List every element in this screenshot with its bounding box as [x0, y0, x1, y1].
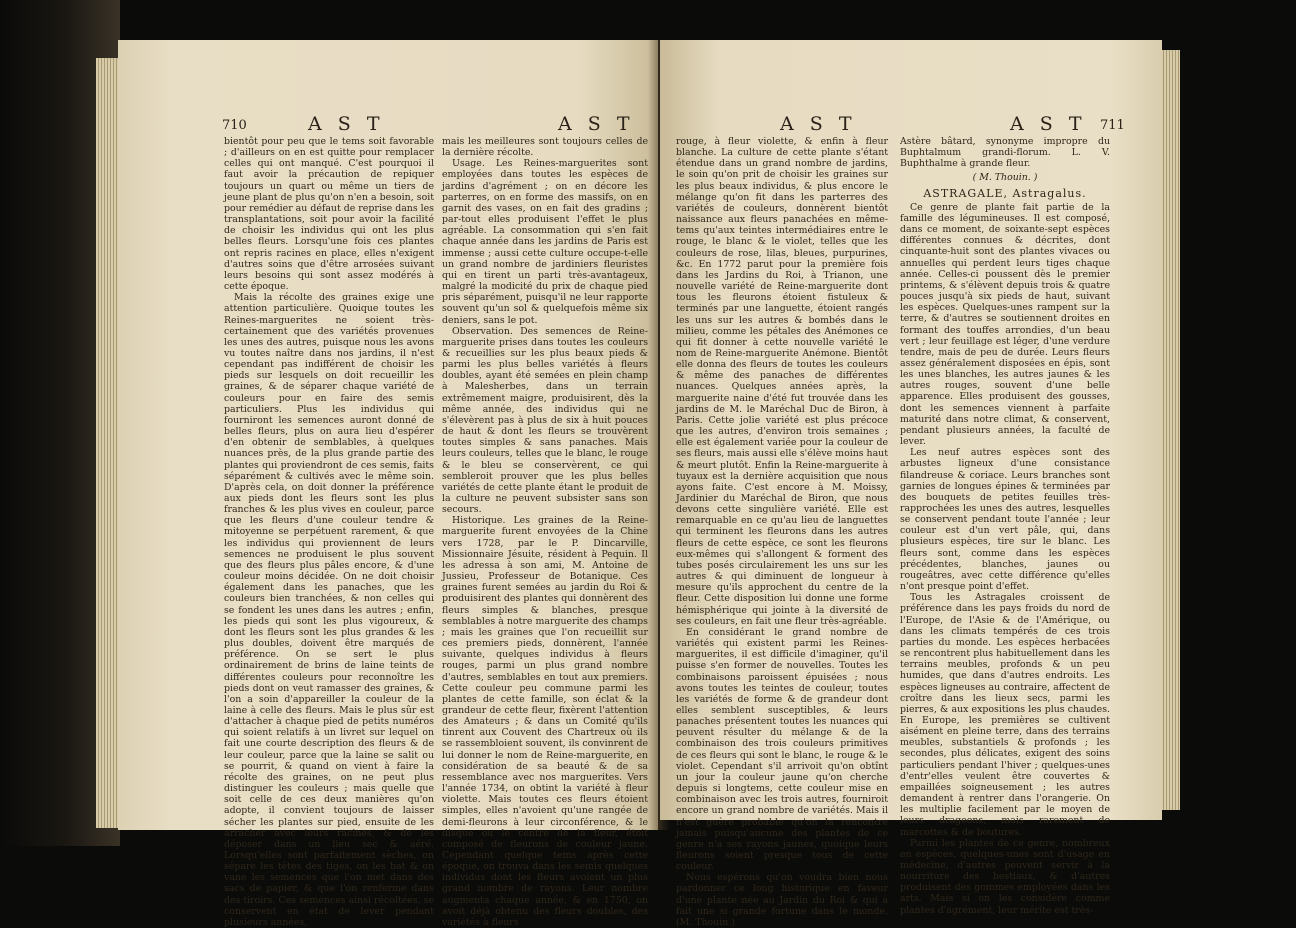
- paragraph: En considérant le grand nombre de variétés qui existent parmi les Reines-marguerites, il est difficile d'imaginer, qu'il puisse s'en former de nouvelles. Toutes les combinaisons paroissent épuisées ; nous avons toutes les teintes de couleur, toutes les variétés de forme & de grandeur dont elles semblent susceptibles, & leurs panaches présentent toutes les nuances qui peuvent résulter du mélange & de la combinaison des trois couleurs primitives de ces fleurs qui sont le blanc, le rouge & le violet. Cependant s'il arrivoit qu'on obtînt un jour la couleur jaune qu'on cherche depuis si longtems, cette couleur mise en combinaison avec les trois autres, fourniroit encore un grand nombre de variétés. Mais il n'est guère probable qu'on la rencontre jamais puisqu'aucune des plantes de ce genre n'a ses rayons jaunes, quoique leurs fleurons soient presque tous de cette couleur.: [676, 626, 888, 873]
- right-column-1: [676, 136, 888, 928]
- paragraph: Usage. Les Reines-marguerites sont employées dans toutes les espèces de jardins d'agrément ; on en décore les parterres, on en forme des massifs, on en garnit des vases, on en fait des gradins ; par-tout elles produisent l'effet le plus agréable. La consommation qui s'en fait chaque année dans les jardins de Paris est immense ; aussi cette culture occupe-t-elle un grand nombre de jardiniers fleuristes qui en tirent un parti très-avantageux, malgré la modicité du prix de chaque pied pris séparément, puisqu'il ne leur rapporte souvent qu'un sol & quelquefois même six deniers, sans le pot.: [442, 158, 648, 326]
- left-page: [118, 40, 658, 928]
- running-header-left-2: A S T: [558, 113, 635, 135]
- paragraph: Nous espérons qu'on voudra bien nous pardonner ce long historique en faveur d'une plante née au Jardin du Roi & qui a fait une si grande fortune dans le monde. (M. Thouin.): [676, 872, 888, 928]
- paragraph: Ce genre de plante fait partie de la famille des légumineuses. Il est composé, dans ce moment, de soixante-sept espèces différentes connues & décrites, dont cinquante-huit sont des plantes vivaces ou annuelles qui perdent leurs tiges chaque année. Celles-ci poussent dès le premier printems, & s'élèvent depuis trois & quatre pouces jusqu'à six pieds de haut, suivant les espèces. Quelques-unes rampent sur la terre, & d'autres se soutiennent droites en formant des touffes arrondies, d'un beau vert ; leur feuillage est léger, d'une verdure tendre, mais de peu de durée. Leurs fleurs assez généralement disposées en épis, sont les unes blanches, les autres jaunes & les autres rouges, souvent d'une belle apparence. Elles produisent des gousses, dont les semences viennent à parfaite maturité dans notre climat, & conservent, pendant plusieurs années, la faculté de lever.: [900, 201, 1110, 448]
- paragraph: Historique. Les graines de la Reine-marguerite furent envoyées de la Chine vers 1728, par le P. Dincarville, Missionnaire Jésuite, résident à Pequin. Il les adressa à son ami, M. Antoine de Jussieu, Professeur de Botanique. Ces graines furent semées au jardin du Roi & produisirent des plantes qui donnèrent des fleurs simples & blanches, presque semblables à notre marguerite des champs ; mais les graines que l'on recueillit sur ces premiers pieds, donnèrent, l'année suivante, quelques individus à fleurs rouges, parmi un plus grand nombre d'autres, semblables en tout aux premiers. Cette couleur peu commune parmi les plantes de cette famille, son éclat & la grandeur de cette fleur, fixèrent l'attention des Amateurs ; & dans un Comité qu'ils tinrent aux Couvent des Chartreux où ils se rassembloient souvent, ils convinrent de lui donner le nom de Reine-marguerite, en considération de sa beauté & de sa ressemblance avec nos marguerites. Vers l'année 1734, on obtint la variété à fleur violette. Mais toutes ces fleurs étoient simples, elles n'avoient qu'une rangée de demi-fleurons à leur circonférence, & le disque ou le centre de la fleur, étoit composé de fleurons de couleur jaune. Cependant quelque tems après cette époque, on trouva dans les semis quelques individus dont les fleurs avoient un plus grand nombre de rayons. Leur nombre augmenta chaque année, & en 1750, on avoit déjà obtenu des fleurs doubles, des variétés à fleurs: [442, 515, 648, 928]
- page-number-right: 711: [1100, 118, 1125, 133]
- paragraph: Les neuf autres espèces sont des arbustes ligneux d'une consistance filandreuse & coriace. Leurs branches sont garnies de longues épines & terminées par des bouquets de petites feuilles très-rapprochées les unes des autres, lesquelles se conservent pendant toute l'année ; leur couleur est d'un vert pâle, qui, dans plusieurs espèces, tire sur le blanc. Les fleurs sont, comme dans les espèces précédentes, blanches, jaunes ou rougeâtres, avec cette différence qu'elles n'ont presque point d'effet.: [900, 447, 1110, 593]
- paragraph: bientôt pour peu que le tems soit favorable ; d'ailleurs on en est quitte pour remplacer celles qui ont manqué. C'est pourquoi il faut avoir la précaution de repiquer toujours un quart ou même un tiers de jeune plant de plus qu'on n'en a besoin, soit pour remédier au défaut de reprise dans les transplantations, soit pour avoir la facilité de choisir les individus qui ont les plus belles fleurs. Lorsqu'une fois ces plantes ont repris racines en place, elles n'exigent d'autres soins que d'être arrosées suivant leurs besoins qui sont assez modérés à cette époque.: [224, 136, 434, 293]
- paragraph: Observation. Des semences de Reine-marguerite prises dans toutes les couleurs & recueillies sur les plus beaux pieds & parmi les plus belles variétés à fleurs doubles, ayant été semées en plein champ à Malesherbes, dans un terrain extrêmement maigre, produisirent, dès la même année, des individus qui ne s'élevèrent pas à plus de six à huit pouces de haut & dont les fleurs se trouvèrent toutes simples & sans panaches. Mais leurs couleurs, telles que le blanc, le rouge & le bleu se conservèrent, ce qui sembleroit prouver que les plus belles variétés de cette plante étant le produit de la culture ne peuvent subsister sans son secours.: [442, 325, 648, 516]
- paragraph: mais les meilleures sont toujours celles de la dernière récolte.: [442, 136, 648, 159]
- paragraph: rouge, à fleur violette, & enfin à fleur blanche. La culture de cette plante s'étant étendue dans un grand nombre de jardins, le soin qu'on prit de choisir les graines sur les plus beaux individus, & plus encore le mélange qu'on fit dans les parterres des variétés de couleurs, donnèrent bientôt naissance aux fleurs panachées en même-tems qu'aux teintes intermédiaires entre le rouge, le blanc & le violet, telles que les couleurs de rose, lilas, bleues, purpurines, &c. En 1772 parut pour la première fois dans les Jardins du Roi, à Trianon, une nouvelle variété de Reine-marguerite dont tous les fleurons étoient fistuleux & terminés par une languette, étoient rangés les uns sur les autres & bombés dans le milieu, comme les pétales des Anémones ce qui fit donner à cette nouvelle variété le nom de Reine-marguerite Anémone. Bientôt elle donna des fleurs de toutes les couleurs & même des panaches de différentes nuances. Quelques années après, la marguerite naine d'été fut trouvée dans les jardins de M. le Maréchal Duc de Biron, à Paris. Cette jolie variété est plus précoce que les autres, d'environ trois semaines ; elle est également variée pour la couleur de ses fleurs, mais aussi elle s'élève moins haut & meurt plutôt. Enfin la Reine-marguerite à tuyaux est la dernière acquisition que nous ayons faite. C'est encore à M. Moissy, Jardinier du Maréchal de Biron, que nous devons cette singulière variété. Elle est remarquable en ce qu'au lieu de languettes qui terminent les fleurons dans les autres fleurs de cette espèce, ce sont les fleurons eux-mêmes qui s'allongent & forment des tubes posés circulairement les uns sur les autres & qui diminuent de longueur à mesure qu'ils approchent du centre de la fleur. Cette disposition lui donne une forme hémisphérique qui jointe à la diversité de ses couleurs, en fait une fleur très-agréable.: [676, 136, 888, 627]
- running-header-right-2: A S T: [1010, 113, 1087, 135]
- paragraph: Parmi les plantes de ce genre, nombreux en espèces, quelques-unes sont d'usage en médecine, d'autres peuvent servir à la nourriture des bestiaux, & d'autres produisent des gommes employées dans les arts. Mais si on les considère comme plantes d'agrément, leur mérite est très-: [900, 837, 1110, 916]
- running-header-right-1: A S T: [780, 113, 857, 135]
- article-title: ASTRAGALE, Astragalus.: [923, 186, 1087, 200]
- right-page: [660, 40, 1162, 928]
- paragraph: Mais la récolte des graines exige une attention particulière. Quoique toutes les Reines-marguerites ne soient très-certainement que des variétés provenues les unes des autres, puisque nous les avons vu toutes naître dans nos jardins, il n'est cependant pas indifférent de choisir les pieds sur lesquels on doit recueillir les graines, & de séparer chaque variété de couleurs pour en faire des semis particuliers. Plus les individus qui fourniront les semences auront donné de belles fleurs, plus on aura lieu d'espérer d'en obtenir de semblables, à quelques nuances près, de la plus grande partie des plantes qui proviendront de ces semis, faits séparément & cultivés avec le même soin. D'après cela, on doit donner la préférence aux pieds dont les fleurs sont les plus franches & les plus vives en couleur, parce que les fleurs d'une couleur tendre & mitoyenne se perpétuent rarement, & que les individus qui proviennent de leurs semences ne produisent le plus souvent que des fleurs plus pâles encore, & d'une couleur moins décidée. On ne doit choisir également dans les panaches, que les couleurs bien tranchées, & non celles qui se fondent les unes dans les autres ; enfin, les pieds qui sont les plus vigoureux, & dont les fleurs sont les plus grandes & les plus doubles, doivent être marqués de préférence. On se sert le plus ordinairement de brins de laine teints de différentes couleurs pour reconnoître les pieds dont on veut ramasser des graines, & l'on a soin d'appareiller la couleur de la laine à celle des fleurs. Mais le plus sûr est d'attacher à chaque pied de petits numéros qui soient relatifs à un livret sur lequel on fait une courte description des fleurs & de leur couleur, parce que la laine se salit ou se pourrit, & quand on vient à faire la récolte des graines, on ne peut plus distinguer les couleurs ; mais quelle que soit celle de ces deux manières qu'on adopte, il convient toujours de laisser sécher les plantes sur pied, ensuite de les arracher avec leurs racines, & de les déposer dans un lieu sec & aéré. Lorsqu'elles sont parfaitement sèches, on sépare les têtes des tiges, on les bat & on vane les semences que l'on met dans des sacs de papier, & que l'on renferme dans des tiroirs. Ces semences ainsi récoltées, se conservent en état de lever pendant plusieurs années,: [224, 292, 434, 928]
- page-number-left: 710: [222, 118, 247, 133]
- left-column-2: [442, 136, 648, 928]
- signature: ( M. Thouin. ): [972, 172, 1038, 184]
- entry-astere: Astère bâtard, synonyme impropre du Buphtalmum grandi-florum. L. V. Buphthalme à grande fleur.: [900, 136, 1110, 170]
- paragraph: Tous les Astragales croissent de préférence dans les pays froids du nord de l'Europe, de l'Asie & de l'Amérique, ou dans les climats tempérés de ces trois parties du monde. Les espèces herbacées se rencontrent plus habituellement dans les terrains meubles, profonds & un peu humides, que dans d'autres endroits. Les espèces ligneuses au contraire, affectent de croître dans les lieux secs, parmi les pierres, & aux expositions les plus chaudes. En Europe, les premières se cultivent aisément en pleine terre, dans des terrains meubles, substantiels & profonds ; les secondes, plus délicates, exigent des soins particuliers pendant l'hiver ; quelques-unes d'entr'elles veulent être couvertes & empaillées soigneusement ; les autres demandent à rentrer dans l'orangerie. On les multiplie facilement par le moyen de leurs drageons, mais rarement de marcottes & de boutures.: [900, 592, 1110, 838]
- right-column-2: [900, 136, 1110, 916]
- left-column-1: [224, 136, 434, 928]
- running-header-left-1: A S T: [308, 113, 385, 135]
